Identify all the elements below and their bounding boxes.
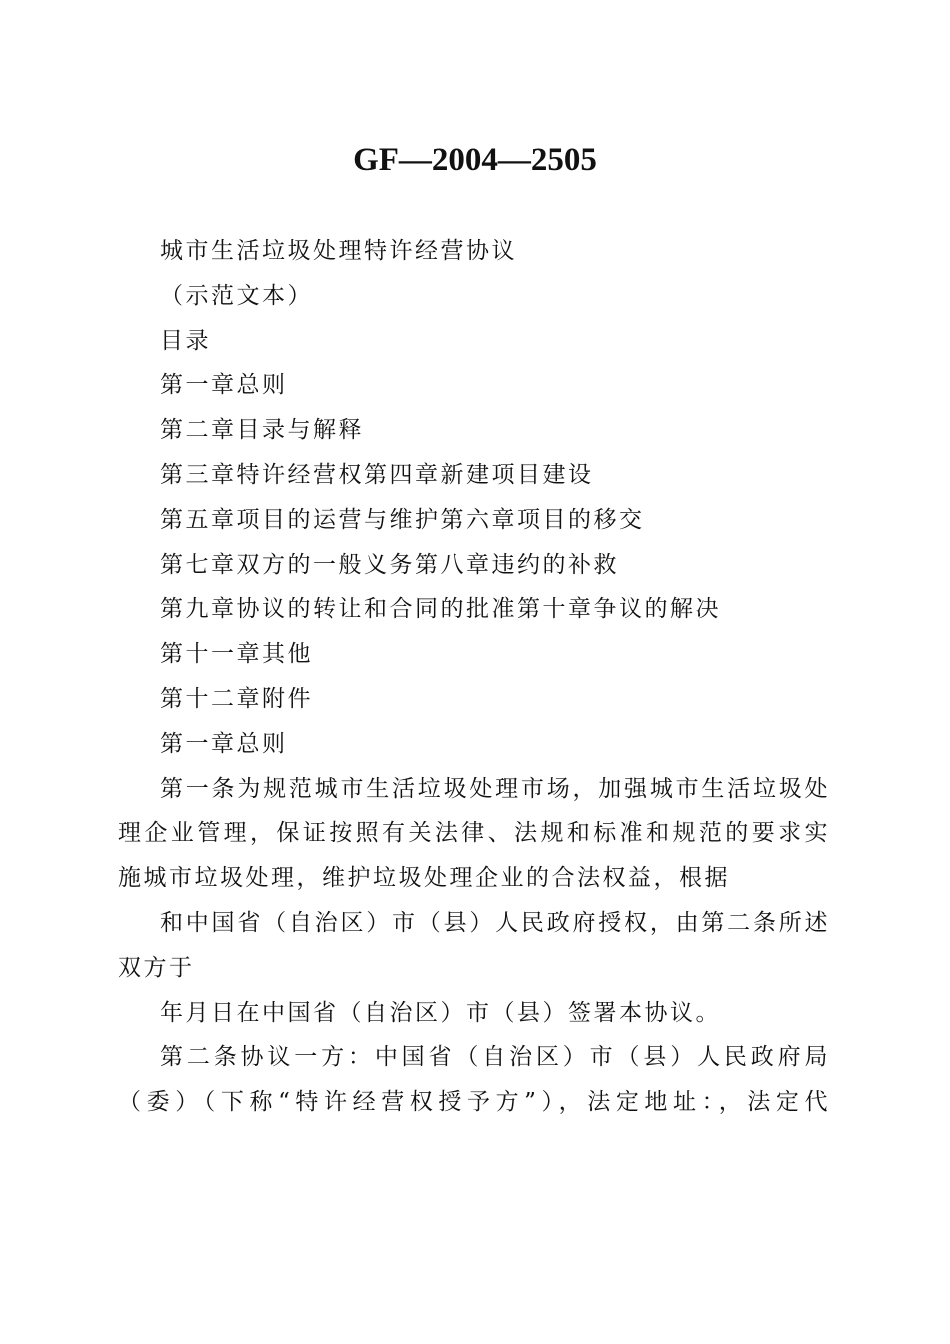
- document-title: 城市生活垃圾处理特许经营协议: [160, 238, 517, 264]
- toc-item: 第十一章其他: [160, 641, 313, 668]
- paragraph-line: 和中国省（自治区）市（县）人民政府授权，由第二条所述: [160, 909, 830, 936]
- toc-item: 第三章特许经营权第四章新建项目建设: [160, 461, 594, 488]
- paragraph-line: 第二条协议一方：中国省（自治区）市（县）人民政府局: [160, 1044, 830, 1071]
- paragraph-line: 双方于: [118, 954, 195, 981]
- toc-item: 第五章项目的运营与维护第六章项目的移交: [160, 506, 645, 533]
- article-1-paragraph: [118, 767, 830, 901]
- document-code: GF—2004—2505: [353, 142, 597, 178]
- document-body: [118, 229, 830, 1125]
- toc-heading: 目录: [160, 327, 211, 354]
- article-1-continuation: [118, 901, 830, 991]
- paragraph-line: 施城市垃圾处理，维护垃圾处理企业的合法权益，根据: [118, 865, 730, 892]
- paragraph-line: 第一条为规范城市生活垃圾处理市场，加强城市生活垃圾处: [160, 775, 830, 802]
- paragraph-line: （委）（下称“特许经营权授予方”），法定地址：，法定代: [118, 1089, 830, 1116]
- toc-item: 第十二章附件: [160, 685, 313, 712]
- toc-item: 第七章双方的一般义务第八章违约的补救: [160, 551, 619, 578]
- toc-item: 第九章协议的转让和合同的批准第十章争议的解决: [160, 596, 721, 623]
- article-2-paragraph: [118, 1035, 830, 1125]
- chapter-heading: 第一章总则: [160, 730, 288, 757]
- article-1-date-line: 年月日在中国省（自治区）市（县）签署本协议。: [160, 999, 721, 1026]
- paragraph-line: 理企业管理，保证按照有关法律、法规和标准和规范的要求实: [118, 820, 830, 847]
- document-subtitle: （示范文本）: [160, 282, 313, 309]
- toc-item: 第二章目录与解释: [160, 417, 364, 444]
- toc-item: 第一章总则: [160, 372, 288, 399]
